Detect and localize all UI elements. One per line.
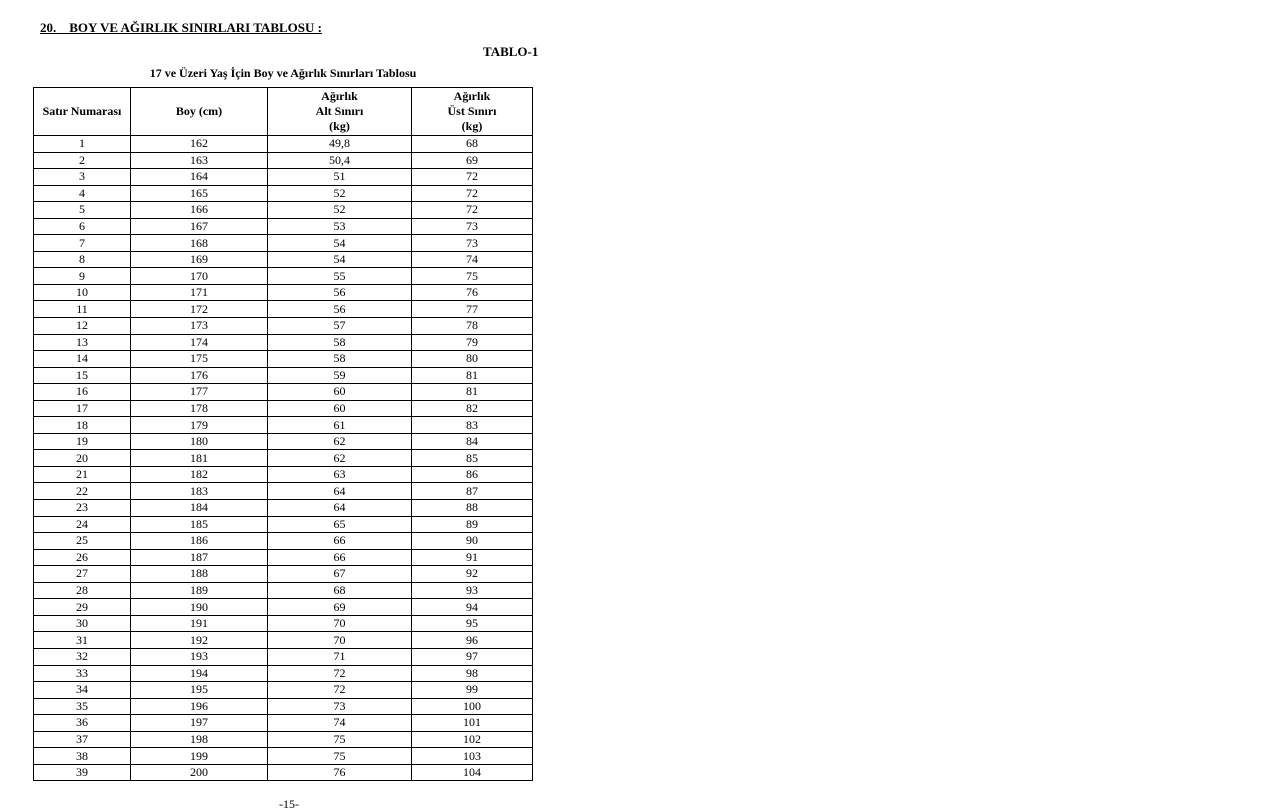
- cell-lower-limit: 76: [268, 764, 412, 781]
- cell-row-number: 3: [34, 169, 131, 186]
- cell-height: 174: [131, 334, 268, 351]
- cell-lower-limit: 71: [268, 648, 412, 665]
- cell-lower-limit: 70: [268, 615, 412, 632]
- cell-lower-limit: 54: [268, 235, 412, 252]
- table-row: [34, 748, 533, 765]
- cell-row-number: 1: [34, 136, 131, 153]
- table-row: [34, 235, 533, 252]
- cell-height: 164: [131, 169, 268, 186]
- header-lower-line2: Alt Sınırı: [315, 104, 364, 118]
- cell-height: 200: [131, 764, 268, 781]
- cell-lower-limit: 65: [268, 516, 412, 533]
- cell-height: 167: [131, 218, 268, 235]
- cell-row-number: 38: [34, 748, 131, 765]
- cell-lower-limit: 64: [268, 500, 412, 517]
- cell-lower-limit: 57: [268, 318, 412, 335]
- cell-height: 165: [131, 185, 268, 202]
- cell-height: 186: [131, 533, 268, 550]
- cell-row-number: 22: [34, 483, 131, 500]
- header-lower-line1: Ağırlık: [321, 89, 358, 103]
- table-row: [34, 764, 533, 781]
- table-row: [34, 715, 533, 732]
- table-row: [34, 648, 533, 665]
- cell-height: 191: [131, 615, 268, 632]
- cell-lower-limit: 58: [268, 351, 412, 368]
- table-row: [34, 351, 533, 368]
- cell-row-number: 12: [34, 318, 131, 335]
- cell-row-number: 19: [34, 433, 131, 450]
- table-row: [34, 218, 533, 235]
- cell-row-number: 31: [34, 632, 131, 649]
- cell-upper-limit: 81: [412, 384, 533, 401]
- table-row: [34, 698, 533, 715]
- cell-row-number: 27: [34, 566, 131, 583]
- cell-height: 199: [131, 748, 268, 765]
- cell-row-number: 6: [34, 218, 131, 235]
- cell-height: 175: [131, 351, 268, 368]
- header-lower-line3: (kg): [329, 119, 350, 133]
- table-row: [34, 615, 533, 632]
- cell-height: 183: [131, 483, 268, 500]
- cell-row-number: 9: [34, 268, 131, 285]
- table-id: TABLO-1: [483, 44, 539, 59]
- cell-upper-limit: 81: [412, 367, 533, 384]
- cell-upper-limit: 73: [412, 235, 533, 252]
- cell-row-number: 21: [34, 466, 131, 483]
- cell-row-number: 2: [34, 152, 131, 169]
- cell-upper-limit: 99: [412, 682, 533, 699]
- cell-upper-limit: 94: [412, 599, 533, 616]
- cell-lower-limit: 52: [268, 202, 412, 219]
- table-row: [34, 185, 533, 202]
- cell-row-number: 25: [34, 533, 131, 550]
- cell-row-number: 18: [34, 417, 131, 434]
- cell-upper-limit: 90: [412, 533, 533, 550]
- cell-upper-limit: 104: [412, 764, 533, 781]
- cell-row-number: 11: [34, 301, 131, 318]
- table-row: [34, 599, 533, 616]
- cell-upper-limit: 91: [412, 549, 533, 566]
- cell-lower-limit: 49,8: [268, 136, 412, 153]
- cell-lower-limit: 66: [268, 533, 412, 550]
- cell-height: 177: [131, 384, 268, 401]
- cell-upper-limit: 77: [412, 301, 533, 318]
- cell-height: 184: [131, 500, 268, 517]
- header-upper-limit: [412, 88, 533, 136]
- header-row: [34, 88, 533, 136]
- cell-upper-limit: 98: [412, 665, 533, 682]
- cell-row-number: 26: [34, 549, 131, 566]
- cell-upper-limit: 89: [412, 516, 533, 533]
- cell-upper-limit: 88: [412, 500, 533, 517]
- header-upper-line2: Üst Sınırı: [447, 104, 497, 118]
- table-row: [34, 433, 533, 450]
- cell-lower-limit: 61: [268, 417, 412, 434]
- cell-height: 163: [131, 152, 268, 169]
- header-upper-line1: Ağırlık: [453, 89, 491, 103]
- cell-upper-limit: 73: [412, 218, 533, 235]
- cell-row-number: 8: [34, 251, 131, 268]
- cell-lower-limit: 51: [268, 169, 412, 186]
- cell-upper-limit: 72: [412, 185, 533, 202]
- cell-height: 162: [131, 136, 268, 153]
- cell-row-number: 4: [34, 185, 131, 202]
- table-row: [34, 384, 533, 401]
- section-heading: 20. BOY VE AĞIRLIK SINIRLARI TABLOSU :: [40, 20, 322, 35]
- cell-height: 171: [131, 284, 268, 301]
- cell-row-number: 29: [34, 599, 131, 616]
- cell-upper-limit: 84: [412, 433, 533, 450]
- cell-row-number: 35: [34, 698, 131, 715]
- cell-height: 169: [131, 251, 268, 268]
- cell-upper-limit: 78: [412, 318, 533, 335]
- table-row: [34, 268, 533, 285]
- cell-upper-limit: 101: [412, 715, 533, 732]
- cell-lower-limit: 60: [268, 384, 412, 401]
- cell-lower-limit: 54: [268, 251, 412, 268]
- cell-height: 182: [131, 466, 268, 483]
- cell-row-number: 32: [34, 648, 131, 665]
- cell-height: 196: [131, 698, 268, 715]
- cell-upper-limit: 76: [412, 284, 533, 301]
- cell-row-number: 24: [34, 516, 131, 533]
- cell-height: 176: [131, 367, 268, 384]
- cell-upper-limit: 86: [412, 466, 533, 483]
- cell-upper-limit: 68: [412, 136, 533, 153]
- cell-upper-limit: 103: [412, 748, 533, 765]
- cell-row-number: 7: [34, 235, 131, 252]
- table-row: [34, 682, 533, 699]
- cell-lower-limit: 53: [268, 218, 412, 235]
- cell-height: 198: [131, 731, 268, 748]
- cell-upper-limit: 100: [412, 698, 533, 715]
- header-lower-limit: [268, 88, 412, 136]
- cell-lower-limit: 56: [268, 301, 412, 318]
- cell-height: 197: [131, 715, 268, 732]
- cell-upper-limit: 75: [412, 268, 533, 285]
- cell-height: 173: [131, 318, 268, 335]
- cell-lower-limit: 50,4: [268, 152, 412, 169]
- table-row: [34, 251, 533, 268]
- cell-row-number: 10: [34, 284, 131, 301]
- cell-height: 170: [131, 268, 268, 285]
- cell-lower-limit: 58: [268, 334, 412, 351]
- cell-lower-limit: 72: [268, 665, 412, 682]
- table-row: [34, 533, 533, 550]
- table-body: [34, 136, 533, 781]
- cell-upper-limit: 95: [412, 615, 533, 632]
- cell-row-number: 20: [34, 450, 131, 467]
- cell-row-number: 39: [34, 764, 131, 781]
- cell-lower-limit: 75: [268, 731, 412, 748]
- cell-lower-limit: 59: [268, 367, 412, 384]
- header-height: Boy (cm): [131, 88, 268, 136]
- cell-height: 188: [131, 566, 268, 583]
- cell-lower-limit: 60: [268, 400, 412, 417]
- table-row: [34, 731, 533, 748]
- cell-lower-limit: 74: [268, 715, 412, 732]
- cell-height: 180: [131, 433, 268, 450]
- table-row: [34, 318, 533, 335]
- cell-row-number: 33: [34, 665, 131, 682]
- table-row: [34, 152, 533, 169]
- cell-upper-limit: 72: [412, 202, 533, 219]
- table-row: [34, 665, 533, 682]
- table-row: [34, 417, 533, 434]
- cell-lower-limit: 52: [268, 185, 412, 202]
- cell-row-number: 34: [34, 682, 131, 699]
- table-row: [34, 549, 533, 566]
- cell-row-number: 28: [34, 582, 131, 599]
- table-row: [34, 566, 533, 583]
- cell-upper-limit: 80: [412, 351, 533, 368]
- table-row: [34, 169, 533, 186]
- table-caption: 17 ve Üzeri Yaş İçin Boy ve Ağırlık Sınırları Tablosu: [149, 66, 417, 80]
- table-row: [34, 483, 533, 500]
- cell-lower-limit: 73: [268, 698, 412, 715]
- header-upper-line3: (kg): [461, 119, 483, 133]
- cell-height: 187: [131, 549, 268, 566]
- table-row: [34, 500, 533, 517]
- cell-lower-limit: 70: [268, 632, 412, 649]
- cell-height: 195: [131, 682, 268, 699]
- header-row-number: Satır Numarası: [34, 88, 131, 136]
- cell-lower-limit: 56: [268, 284, 412, 301]
- cell-height: 193: [131, 648, 268, 665]
- cell-row-number: 23: [34, 500, 131, 517]
- table-row: [34, 334, 533, 351]
- cell-upper-limit: 69: [412, 152, 533, 169]
- cell-lower-limit: 67: [268, 566, 412, 583]
- cell-height: 179: [131, 417, 268, 434]
- cell-height: 178: [131, 400, 268, 417]
- cell-upper-limit: 97: [412, 648, 533, 665]
- cell-height: 181: [131, 450, 268, 467]
- cell-upper-limit: 102: [412, 731, 533, 748]
- cell-lower-limit: 55: [268, 268, 412, 285]
- cell-height: 168: [131, 235, 268, 252]
- cell-upper-limit: 92: [412, 566, 533, 583]
- table-row: [34, 367, 533, 384]
- cell-height: 194: [131, 665, 268, 682]
- cell-row-number: 30: [34, 615, 131, 632]
- page-number: -15-: [279, 797, 299, 811]
- table-row: [34, 136, 533, 153]
- table-row: [34, 582, 533, 599]
- table-row: [34, 466, 533, 483]
- cell-row-number: 14: [34, 351, 131, 368]
- cell-lower-limit: 69: [268, 599, 412, 616]
- cell-upper-limit: 82: [412, 400, 533, 417]
- cell-upper-limit: 93: [412, 582, 533, 599]
- cell-lower-limit: 66: [268, 549, 412, 566]
- cell-lower-limit: 68: [268, 582, 412, 599]
- height-weight-table: [33, 87, 533, 781]
- cell-row-number: 5: [34, 202, 131, 219]
- table-row: [34, 450, 533, 467]
- table-row: [34, 301, 533, 318]
- cell-lower-limit: 75: [268, 748, 412, 765]
- cell-row-number: 17: [34, 400, 131, 417]
- cell-lower-limit: 62: [268, 450, 412, 467]
- cell-upper-limit: 74: [412, 251, 533, 268]
- cell-upper-limit: 72: [412, 169, 533, 186]
- cell-row-number: 15: [34, 367, 131, 384]
- cell-upper-limit: 83: [412, 417, 533, 434]
- cell-height: 192: [131, 632, 268, 649]
- table-row: [34, 632, 533, 649]
- table-row: [34, 284, 533, 301]
- cell-row-number: 36: [34, 715, 131, 732]
- cell-upper-limit: 87: [412, 483, 533, 500]
- table-row: [34, 516, 533, 533]
- cell-lower-limit: 63: [268, 466, 412, 483]
- cell-upper-limit: 79: [412, 334, 533, 351]
- cell-row-number: 16: [34, 384, 131, 401]
- cell-lower-limit: 62: [268, 433, 412, 450]
- table-row: [34, 400, 533, 417]
- cell-upper-limit: 96: [412, 632, 533, 649]
- cell-height: 190: [131, 599, 268, 616]
- cell-lower-limit: 72: [268, 682, 412, 699]
- table-row: [34, 202, 533, 219]
- cell-height: 185: [131, 516, 268, 533]
- cell-height: 172: [131, 301, 268, 318]
- cell-upper-limit: 85: [412, 450, 533, 467]
- cell-height: 166: [131, 202, 268, 219]
- table-header: [34, 88, 533, 136]
- cell-lower-limit: 64: [268, 483, 412, 500]
- cell-row-number: 37: [34, 731, 131, 748]
- cell-height: 189: [131, 582, 268, 599]
- cell-row-number: 13: [34, 334, 131, 351]
